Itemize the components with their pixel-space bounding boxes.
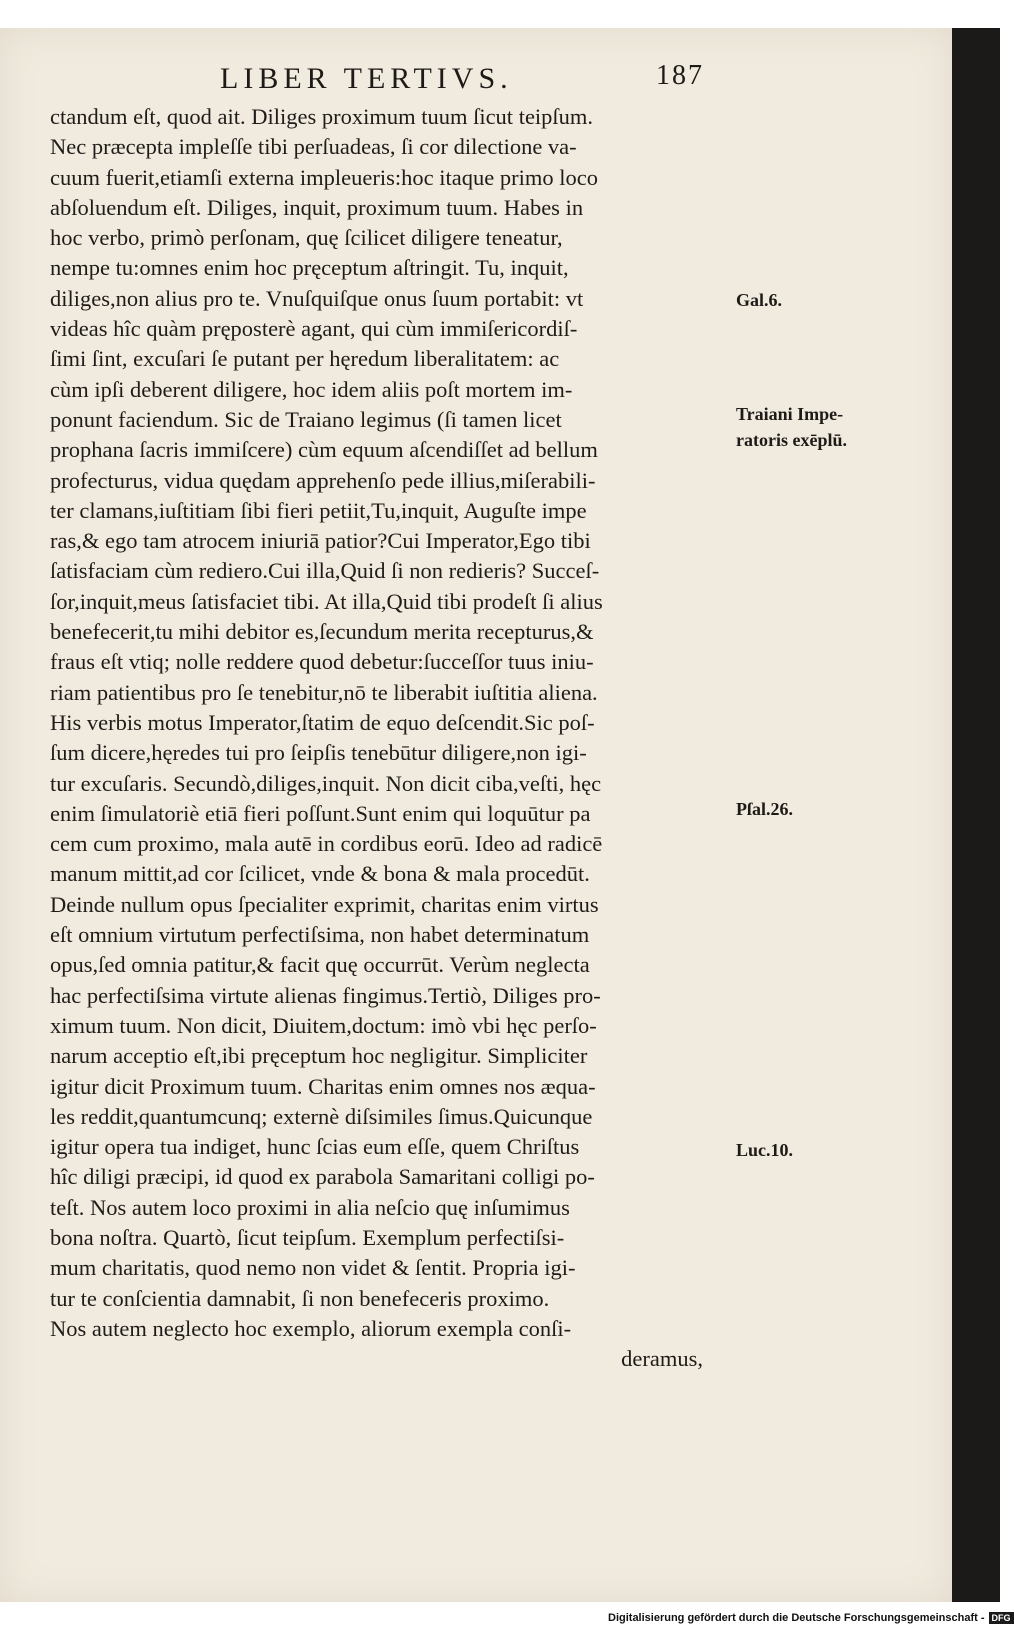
- text-line: eſt omnium virtutum perfectiſsima, non habet determinatum: [50, 922, 590, 948]
- text-line: diliges,non alius pro te. Vnuſquiſque onus ſuum portabit: vt: [50, 285, 584, 311]
- margin-note-psal: Pſal.26.: [736, 799, 793, 819]
- text-line: ſimi ſint, excuſari ſe putant per hęredum liberalitatem: ac: [50, 346, 560, 372]
- text-line: Nos autem neglecto hoc exemplo, aliorum exempla conſi-: [50, 1315, 572, 1341]
- text-line: riam patientibus pro ſe tenebitur,nō te liberabit iuſtitia aliena.: [50, 679, 598, 705]
- text-line: nempe tu:omnes enim hoc pręceptum aſtringit. Tu, inquit,: [50, 255, 569, 281]
- text-line: prophana ſacris immiſcere) cùm equum aſcendiſſet ad bellum: [50, 437, 598, 463]
- text-line: manum mittit,ad cor ſcilicet, vnde & bona & mala procedūt.: [50, 861, 590, 887]
- text-line: hac perfectiſsima virtute alienas fingimus.Tertiò, Diliges pro-: [50, 982, 601, 1008]
- body-text: [50, 102, 715, 1374]
- text-line: ſum dicere,hęredes tui pro ſeipſis tenebūtur diligere,non igi-: [50, 740, 587, 766]
- scan-edge-strip: [952, 28, 1000, 1602]
- running-head: LIBER TERTIVS.: [220, 62, 513, 95]
- text-line: les reddit,quantumcunq; externè diſsimiles ſimus.Quicunque: [50, 1103, 593, 1129]
- text-line: ctandum eſt, quod ait. Diliges proximum tuum ſicut teipſum.: [50, 104, 594, 129]
- text-line: benefecerit,tu mihi debitor es,ſecundum merita recepturus,&: [50, 619, 594, 645]
- text-line: hîc diligi præcipi, id quod ex parabola Samaritani colligi po-: [50, 1164, 595, 1190]
- text-line: igitur opera tua indiget, hunc ſcias eum eſſe, quem Chriſtus: [50, 1134, 580, 1160]
- text-line: igitur dicit Proximum tuum. Charitas enim omnes nos æqua-: [50, 1073, 596, 1099]
- digitization-footer: [608, 1612, 1014, 1624]
- page-number: 187: [656, 60, 704, 91]
- text-line: cuum fuerit,etiamſi externa impleueris:hoc itaque primo loco: [50, 164, 598, 190]
- text-line: tur te conſcientia damnabit, ſi non benefeceris proximo.: [50, 1285, 550, 1311]
- text-line: cem cum proximo, mala autē in cordibus eorū. Ideo ad radicē: [50, 831, 603, 857]
- text-line: ponunt faciendum. Sic de Traiano legimus (ſi tamen licet: [50, 406, 562, 432]
- text-line: fraus eſt vtiq; nolle reddere quod debetur:ſucceſſor tuus iniu-: [50, 649, 594, 675]
- text-line: ximum tuum. Non dicit, Diuitem,doctum: imò vbi hęc perſo-: [50, 1012, 597, 1038]
- footer-text: Digitalisierung gefördert durch die Deutsche Forschungsgemeinschaft -: [608, 1612, 985, 1624]
- margin-note-traiani-1: Traiani Impe-: [736, 404, 844, 424]
- text-line: mum charitatis, quod nemo non videt & ſentit. Propria igi-: [50, 1255, 576, 1281]
- margin-note-luc: Luc.10.: [736, 1140, 794, 1160]
- text-line: teſt. Nos autem loco proximi in alia neſcio quę inſumimus: [50, 1194, 570, 1220]
- text-line: tur excuſaris. Secundò,diliges,inquit. Non dicit ciba,veſti, hęc: [50, 770, 602, 796]
- text-line: videas hîc quàm pręposterè agant, qui cùm immiſericordiſ-: [50, 316, 578, 342]
- text-line: ras,& ego tam atrocem iniuriā patior?Cui Imperator,Ego tibi: [50, 528, 591, 554]
- text-line: His verbis motus Imperator,ſtatim de equo deſcendit.Sic poſ-: [50, 709, 595, 735]
- text-line: deramus,: [621, 1346, 703, 1372]
- text-line: bona noſtra. Quartò, ſicut teipſum. Exemplum perfectiſsi-: [50, 1224, 565, 1250]
- dfg-logo: DFG: [989, 1612, 1014, 1624]
- text-line: opus,ſed omnia patitur,& facit quę occurrūt. Verùm neglecta: [50, 952, 590, 978]
- text-line: ſor,inquit,meus ſatisfaciet tibi. At illa,Quid tibi prodeſt ſi alius: [50, 588, 603, 614]
- text-line: narum acceptio eſt,ibi pręceptum hoc negligitur. Simpliciter: [50, 1043, 588, 1069]
- text-line: hoc verbo, primò perſonam, quę ſcilicet diligere teneatur,: [50, 225, 563, 251]
- text-line: ter clamans,iuſtitiam ſibi fieri petiit,Tu,inquit, Auguſte impe: [50, 497, 587, 523]
- text-line: profecturus, vidua quędam apprehenſo pede illius,miſerabili-: [50, 467, 596, 493]
- text-line: ſatisfaciam cùm rediero.Cui illa,Quid ſi non redieris? Succeſ-: [50, 558, 600, 584]
- text-line: Nec præcepta impleſſe tibi perſuadeas, ſi cor dilectione va-: [50, 134, 577, 160]
- margin-note-gal: Gal.6.: [736, 290, 783, 310]
- text-line: cùm ipſi deberent diligere, hoc idem aliis poſt mortem im-: [50, 376, 573, 402]
- text-line: enim ſimulatoriè etiā fieri poſſunt.Sunt enim qui loquūtur pa: [50, 800, 591, 826]
- text-line: abſoluendum eſt. Diliges, inquit, proximum tuum. Habes in: [50, 194, 584, 220]
- text-line: Deinde nullum opus ſpecialiter exprimit, charitas enim virtus: [50, 891, 599, 917]
- margin-note-traiani-2: ratoris exēplū.: [736, 430, 847, 450]
